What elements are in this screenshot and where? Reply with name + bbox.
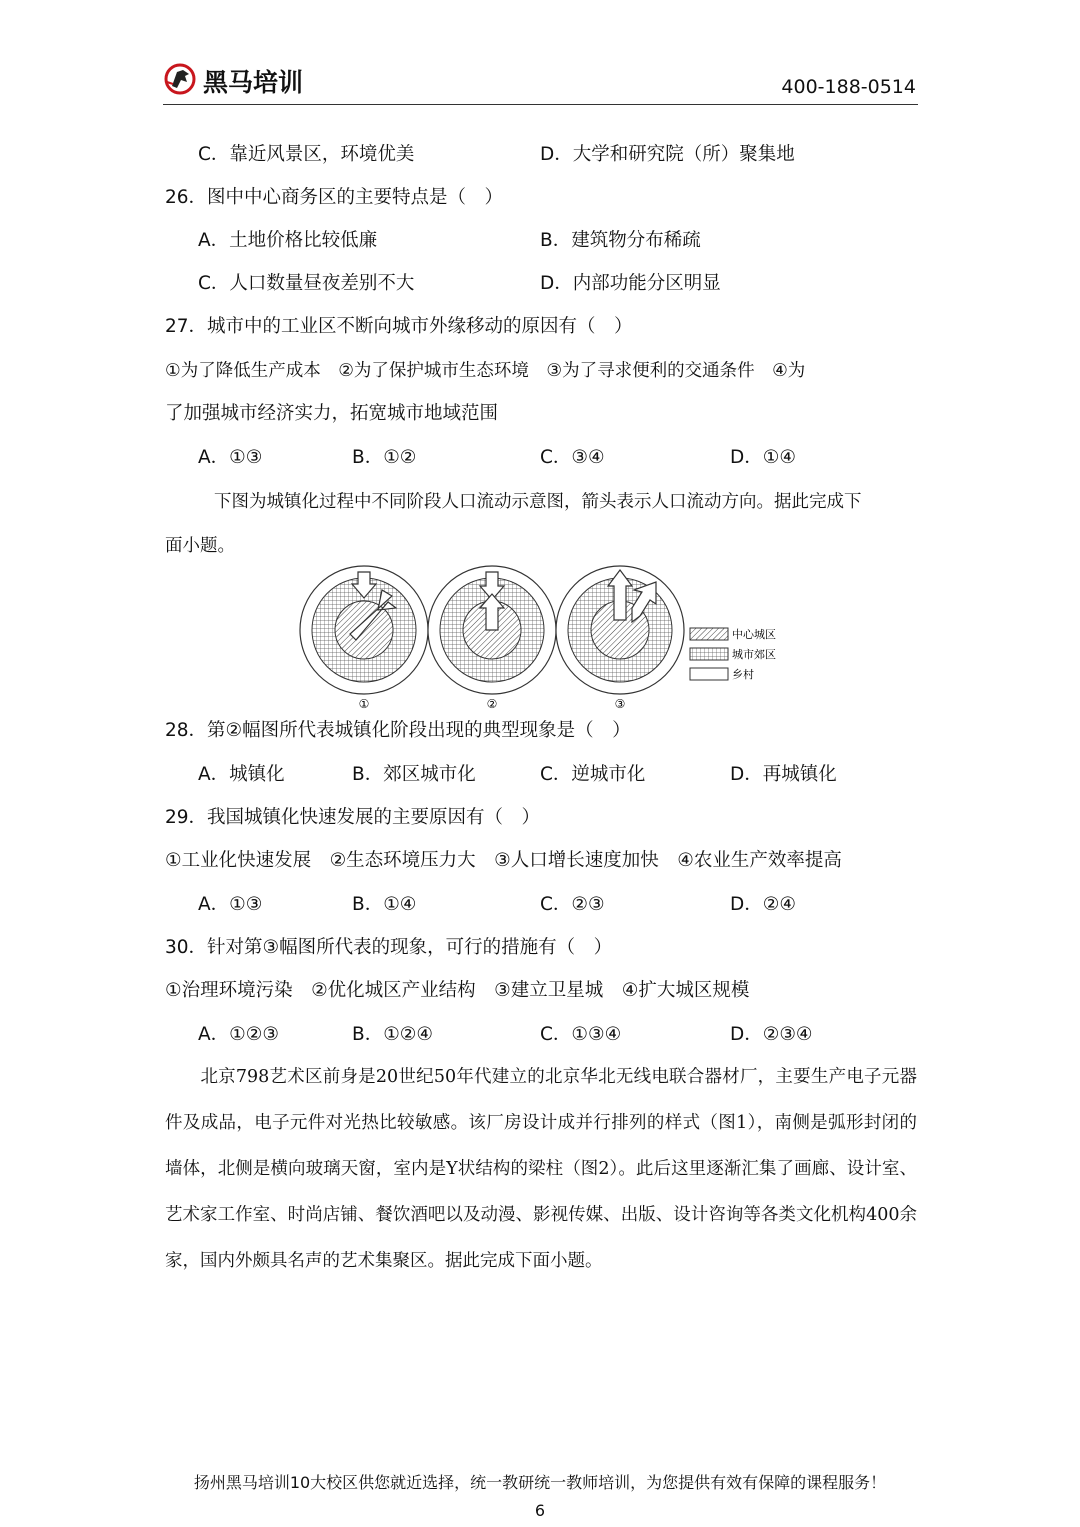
legend-swatch-rural	[690, 668, 728, 680]
q26-option-d: D．内部功能分区明显	[540, 273, 721, 294]
q26-option-b: B．建筑物分布稀疏	[540, 230, 701, 251]
q29-option-a: A．①③	[198, 894, 263, 915]
q27-stem: 27．城市中的工业区不断向城市外缘移动的原因有（ ）	[165, 316, 633, 337]
q26-option-c: C．人口数量昼夜差别不大	[198, 273, 415, 294]
legend-label-suburb: 城市郊区	[732, 648, 776, 661]
q26-stem: 26．图中中心商务区的主要特点是（ ）	[165, 187, 504, 208]
q27-option-b: B．①②	[352, 447, 417, 468]
q28-option-d: D．再城镇化	[730, 764, 837, 785]
q27-items-line2: 了加强城市经济实力，拓宽城市地域范围	[165, 403, 499, 424]
q28-option-b: B．郊区城市化	[352, 764, 476, 785]
q27-items-line1: ①为了降低生产成本 ②为了保护城市生态环境 ③为了寻求便利的交通条件 ④为	[165, 361, 806, 381]
q28-option-c: C．逆城市化	[540, 764, 646, 785]
diagram-stage-1	[300, 566, 428, 694]
header	[163, 60, 918, 104]
page-number: 6	[534, 1501, 546, 1520]
q30-items: ①治理环境污染 ②优化城区产业结构 ③建立卫星城 ④扩大城区规模	[165, 980, 750, 1001]
q30-option-b: B．①②④	[352, 1024, 433, 1045]
q27-option-d: D．①④	[730, 447, 796, 468]
q25-option-c: C．靠近风景区，环境优美	[198, 144, 415, 165]
intro1-line1: 下图为城镇化过程中不同阶段人口流动示意图，箭头表示人口流动方向。据此完成下	[214, 492, 862, 512]
stage-label-2: ②	[486, 697, 498, 711]
urbanization-flow-figure	[296, 564, 786, 714]
q27-option-c: C．③④	[540, 447, 605, 468]
q28-option-a: A．城镇化	[198, 764, 285, 785]
intro1-line2: 面小题。	[165, 536, 235, 556]
q25-option-d: D．大学和研究院（所）聚集地	[540, 144, 795, 165]
intro2-paragraph: 北京798艺术区前身是20世纪50年代建立的北京华北无线电联合器材厂，主要生产电子元器件及成品，电子元件对光热比较敏感。该厂房设计成并行排列的样式（图1），南侧是弧形封闭的墙体，北侧是横向玻璃天窗，室内是Y状结构的梁柱（图2）。此后这里逐渐汇集了画廊、设计室、艺术家工作室、时尚店铺、餐饮酒吧以及动漫、影视传媒、出版、设计咨询等各类文化机构400余家，国内外颇具名声的艺术集聚区。据此完成下面小题。	[165, 1067, 917, 1271]
stage-label-1: ①	[358, 697, 370, 711]
q29-stem: 29．我国城镇化快速发展的主要原因有（ ）	[165, 807, 541, 828]
q27-option-a: A．①③	[198, 447, 263, 468]
q30-stem: 30．针对第③幅图所代表的现象，可行的措施有（ ）	[165, 937, 613, 958]
diagram-stage-2	[428, 566, 556, 694]
q28-stem: 28．第②幅图所代表城镇化阶段出现的典型现象是（ ）	[165, 720, 631, 741]
legend-label-rural: 乡村	[732, 668, 754, 681]
legend-label-center: 中心城区	[732, 628, 776, 641]
q30-option-d: D．②③④	[730, 1024, 813, 1045]
q29-option-c: C．②③	[540, 894, 605, 915]
header-divider	[163, 104, 918, 105]
q29-items: ①工业化快速发展 ②生态环境压力大 ③人口增长速度加快 ④农业生产效率提高	[165, 850, 842, 871]
q29-option-b: B．①④	[352, 894, 417, 915]
header-phone: 400-188-0514	[781, 76, 916, 98]
legend-swatch-suburb	[690, 648, 728, 660]
footer-slogan: 扬州黑马培训10大校区供您就近选择，统一教研统一教师培训，为您提供有效有保障的课程服务！	[193, 1473, 887, 1492]
stage-label-3: ③	[614, 697, 626, 711]
q30-option-c: C．①③④	[540, 1024, 622, 1045]
q29-option-d: D．②④	[730, 894, 796, 915]
legend-swatch-center	[690, 628, 728, 640]
logo-text: 黑马培训	[203, 68, 304, 97]
q26-option-a: A．土地价格比较低廉	[198, 230, 378, 251]
horse-logo-icon	[163, 62, 199, 96]
diagram-stage-3	[556, 566, 684, 694]
q30-option-a: A．①②③	[198, 1024, 279, 1045]
figure-legend	[690, 627, 776, 681]
